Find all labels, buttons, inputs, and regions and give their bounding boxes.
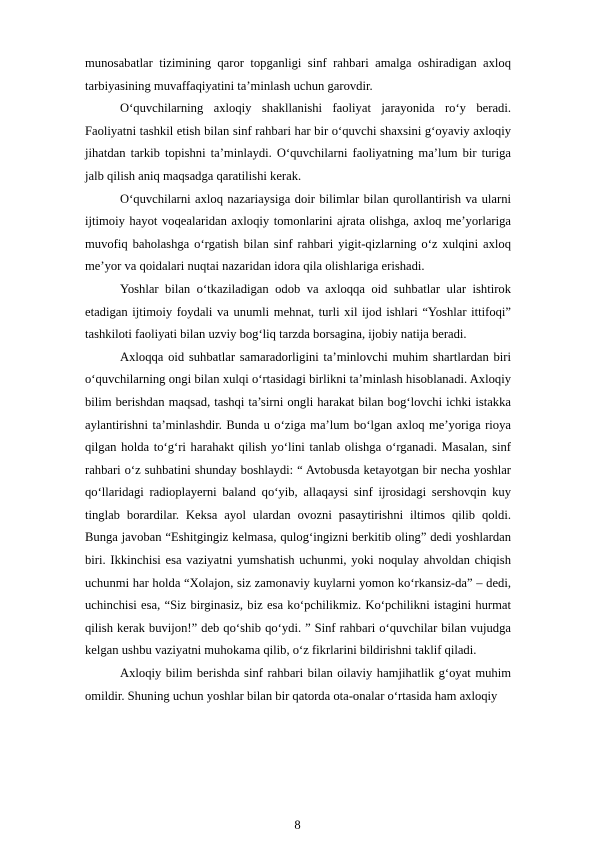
paragraph-1: munosabatlar tizimining qaror topganligi sinf rahbari amalga oshiradigan axloq tarbiyasining muvaffaqiyatini ta’minlash uchun garovdir.: [85, 56, 511, 93]
paragraph-4: Yoshlar bilan o‘tkaziladigan odob va axloqqa oid suhbatlar ular ishtirok etadigan ijtimoiy foydali va unumli mehnat, turli xil ijod ishlari “Yoshlar ittifoqi” tashkiloti faoliyati bilan uzviy bog‘liq tarzda borsagina, ijobiy natija beradi.: [85, 281, 511, 342]
paragraph-3: O‘quvchilarni axloq nazariaysiga doir bilimlar bilan qurollantirish va ularni ijtimoiy hayot voqealaridan axloqiy tomonlarini ajrata olishga, axloq me’yorlariga muvofiq baholashga o‘rgatish bilan sinf rahbari yigit-qizlarning o‘z xulqini axloq me’yor va qoidalari nuqtai nazaridan idora qila olishlariga erishadi.: [85, 191, 511, 274]
page-number: 8: [294, 818, 301, 832]
body-text: [85, 52, 511, 707]
paragraph-2: O‘quvchilarning axloqiy shakllanishi faoliyat jarayonida ro‘y beradi. Faoliyatni tashkil etish bilan sinf rahbari har bir o‘quvchi shaxsini g‘oyaviy axloqiy jihatdan tarkib topishni ta’minlaydi. O‘quvchilarni faoliyatning ma’lum bir turiga jalb qilish aniq maqsadga qaratilishi kerak.: [85, 101, 511, 183]
paragraph-5: Axloqqa oid suhbatlar samaradorligini ta’minlovchi muhim shartlardan biri o‘quvchilarning ongi bilan xulqi o‘rtasidagi birlikni ta’minlash hisoblanadi. Axloqiy bilim berishdan maqsad, tashqi ta’sirni ongli harakat bilan bog‘lovchi ichki istakka aylantirishni ta’minlashdir. Bunda u o‘ziga ma’lum bo‘lgan axloq me’yoriga rioya qilgan holda to‘g‘ri harahakt qilish yo‘lini tanlab olishga o‘rganadi. Masalan, sinf rahbari o‘z suhbatini shunday boshlaydi: “ Avtobusda ketayotgan bir necha yoshlar qo‘llaridagi radioplayerni baland qo‘yib, allaqaysi sinf ijrosidagi sershovqin kuy tinglab borardilar. Keksa ayol ulardan ovozni pasaytirishni iltimos qilib qoldi. Bunga javoban “Eshitgingiz kelmasa, qulog‘ingizni berkitib oling” dedi yoshlardan biri. Ikkinchisi esa vaziyatni yumshatish uchunmi, yoki noqulay ahvoldan chiqish uchunmi har holda “Xolajon, siz zamonaviy kuylarni yomon ko‘rkansiz-da” – dedi, uchinchisi esa, “Siz birginasiz, biz esa ko‘pchilikmiz. Ko‘pchilikni istagini hurmat qilish kerak buvijon!” deb qo‘shib qo‘ydi. ” Sinf rahbari o‘quvchilar bilan vujudga kelgan ushbu vaziyatni muhokama qilib, o‘z fikrlarini bildirishni taklif qiladi.: [85, 349, 511, 658]
paragraph-6: Axloqiy bilim berishda sinf rahbari bilan oilaviy hamjihatlik g‘oyat muhim omildir. Shuning uchun yoshlar bilan bir qatorda ota-onalar o‘rtasida ham axloqiy: [85, 666, 511, 703]
